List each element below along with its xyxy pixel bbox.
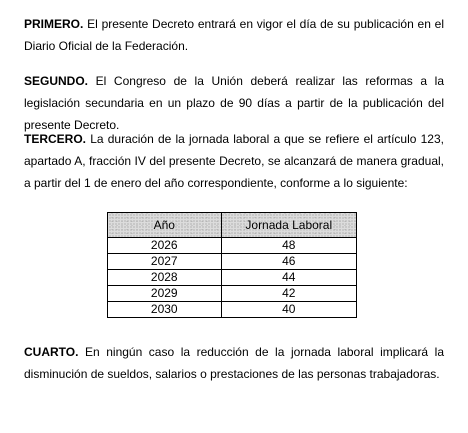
article-label: PRIMERO. (24, 17, 84, 31)
cell-hours: 44 (221, 270, 356, 286)
cell-hours: 40 (221, 302, 356, 318)
article-text: La duración de la jornada laboral a que se refiere el artículo 123, apartado A, fracción IV del presente Decreto, se alcanzará de manera gradual, a partir del 1 de enero del año correspondiente, conforme a lo siguiente: (24, 132, 444, 190)
article-label: CUARTO. (24, 345, 79, 359)
header-year: Año (108, 213, 222, 238)
table-header-row (108, 213, 357, 238)
cell-year: 2026 (108, 238, 222, 254)
article-label: TERCERO. (24, 132, 87, 146)
cell-hours: 42 (221, 286, 356, 302)
article-text: En ningún caso la reducción de la jornada laboral implicará la disminución de sueldos, salarios o prestaciones de las personas trabajadoras. (24, 345, 444, 381)
cell-hours: 48 (221, 238, 356, 254)
cell-hours: 46 (221, 254, 356, 270)
header-workday: Jornada Laboral (221, 213, 356, 238)
cell-year: 2028 (108, 270, 222, 286)
table-row (108, 286, 357, 302)
table-row (108, 238, 357, 254)
article-segundo (24, 70, 444, 136)
schedule-table (107, 212, 357, 318)
schedule-table-container (107, 212, 357, 318)
table-row (108, 254, 357, 270)
article-primero (24, 13, 444, 57)
cell-year: 2030 (108, 302, 222, 318)
cell-year: 2027 (108, 254, 222, 270)
article-tercero (24, 128, 444, 194)
cell-year: 2029 (108, 286, 222, 302)
article-cuarto (24, 341, 444, 385)
article-text: El Congreso de la Unión deberá realizar las reformas a la legislación secundaria en un plazo de 90 días a partir de la publicación del presente Decreto. (24, 74, 444, 132)
article-label: SEGUNDO. (24, 74, 89, 88)
table-row (108, 302, 357, 318)
article-text: El presente Decreto entrará en vigor el día de su publicación en el Diario Oficial de la Federación. (24, 17, 444, 53)
table-row (108, 270, 357, 286)
